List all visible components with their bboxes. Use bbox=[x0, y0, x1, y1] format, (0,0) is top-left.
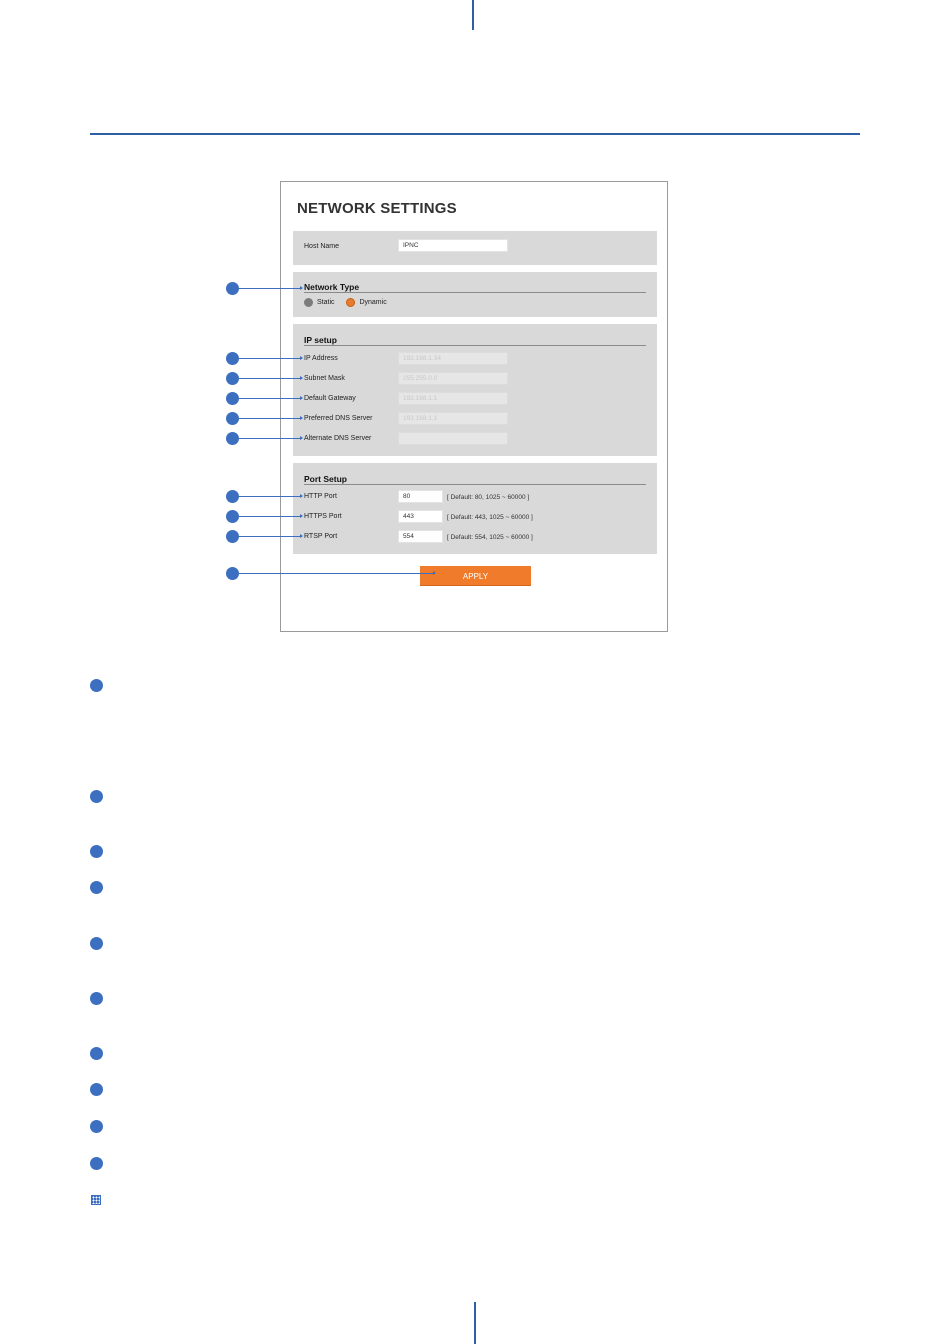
static-radio[interactable] bbox=[304, 298, 313, 307]
leader-line bbox=[239, 573, 435, 574]
http-port-hint: [ Default: 80, 1025 ~ 60000 ] bbox=[447, 494, 530, 501]
ip-setup-section bbox=[293, 324, 657, 456]
port-setup-title: Port Setup bbox=[304, 474, 347, 484]
preferred-dns-label: Preferred DNS Server bbox=[304, 415, 373, 422]
callout-rtsp-port-icon bbox=[226, 530, 239, 543]
leader-line bbox=[239, 288, 302, 289]
ip-address-input[interactable]: 192.168.1.34 bbox=[398, 352, 508, 365]
alternate-dns-label: Alternate DNS Server bbox=[304, 435, 372, 442]
callout-apply-icon bbox=[226, 567, 239, 580]
network-type-options bbox=[304, 298, 397, 307]
description-bullet-icon bbox=[90, 679, 103, 692]
http-port-label: HTTP Port bbox=[304, 493, 337, 500]
panel-title: NETWORK SETTINGS bbox=[297, 200, 457, 217]
description-bullet-icon bbox=[90, 992, 103, 1005]
description-bullet-icon bbox=[90, 937, 103, 950]
leader-line bbox=[239, 496, 302, 497]
description-bullet-icon bbox=[90, 790, 103, 803]
section-divider bbox=[304, 292, 646, 293]
callout-subnet-mask-icon bbox=[226, 372, 239, 385]
description-bullet-icon bbox=[90, 881, 103, 894]
callout-http-port-icon bbox=[226, 490, 239, 503]
subnet-mask-label: Subnet Mask bbox=[304, 375, 345, 382]
note-icon bbox=[91, 1195, 101, 1205]
network-type-section bbox=[293, 272, 657, 317]
callout-https-port-icon bbox=[226, 510, 239, 523]
section-divider bbox=[304, 345, 646, 346]
leader-line bbox=[239, 398, 302, 399]
description-bullet-icon bbox=[90, 845, 103, 858]
callout-preferred-dns-icon bbox=[226, 412, 239, 425]
page-top-marker bbox=[472, 0, 474, 30]
leader-line bbox=[239, 378, 302, 379]
alternate-dns-input[interactable] bbox=[398, 432, 508, 445]
dynamic-radio[interactable] bbox=[346, 298, 355, 307]
rtsp-port-input[interactable]: 554 bbox=[398, 530, 443, 543]
description-bullet-icon bbox=[90, 1083, 103, 1096]
subnet-mask-input[interactable]: 255.255.0.0 bbox=[398, 372, 508, 385]
page-bottom-marker bbox=[474, 1302, 476, 1344]
network-settings-panel bbox=[280, 181, 668, 632]
https-port-hint: [ Default: 443, 1025 ~ 60000 ] bbox=[447, 514, 533, 521]
http-port-input[interactable]: 80 bbox=[398, 490, 443, 503]
https-port-input[interactable]: 443 bbox=[398, 510, 443, 523]
callout-ip-address-icon bbox=[226, 352, 239, 365]
section-divider bbox=[304, 484, 646, 485]
static-radio-label: Static bbox=[317, 299, 335, 306]
description-bullet-icon bbox=[90, 1047, 103, 1060]
leader-line bbox=[239, 358, 302, 359]
default-gateway-label: Default Gateway bbox=[304, 395, 356, 402]
host-name-input[interactable]: IPNC bbox=[398, 239, 508, 252]
ip-address-label: IP Address bbox=[304, 355, 338, 362]
leader-line bbox=[239, 418, 302, 419]
leader-line bbox=[239, 438, 302, 439]
description-bullet-icon bbox=[90, 1120, 103, 1133]
leader-line bbox=[239, 536, 302, 537]
description-bullet-icon bbox=[90, 1157, 103, 1170]
header-rule bbox=[90, 133, 860, 135]
leader-line bbox=[239, 516, 302, 517]
default-gateway-input[interactable]: 192.168.1.1 bbox=[398, 392, 508, 405]
network-type-title: Network Type bbox=[304, 282, 360, 292]
ip-setup-title: IP setup bbox=[304, 335, 337, 345]
dynamic-radio-label: Dynamic bbox=[359, 299, 387, 306]
callout-alternate-dns-icon bbox=[226, 432, 239, 445]
rtsp-port-hint: [ Default: 554, 1025 ~ 60000 ] bbox=[447, 534, 533, 541]
https-port-label: HTTPS Port bbox=[304, 513, 342, 520]
preferred-dns-input[interactable]: 192.168.1.1 bbox=[398, 412, 508, 425]
rtsp-port-label: RTSP Port bbox=[304, 533, 338, 540]
host-name-section bbox=[293, 231, 657, 265]
apply-button[interactable]: APPLY bbox=[420, 566, 531, 586]
host-name-label: Host Name bbox=[304, 243, 340, 250]
callout-default-gateway-icon bbox=[226, 392, 239, 405]
callout-network-type-icon bbox=[226, 282, 239, 295]
port-setup-section bbox=[293, 463, 657, 554]
